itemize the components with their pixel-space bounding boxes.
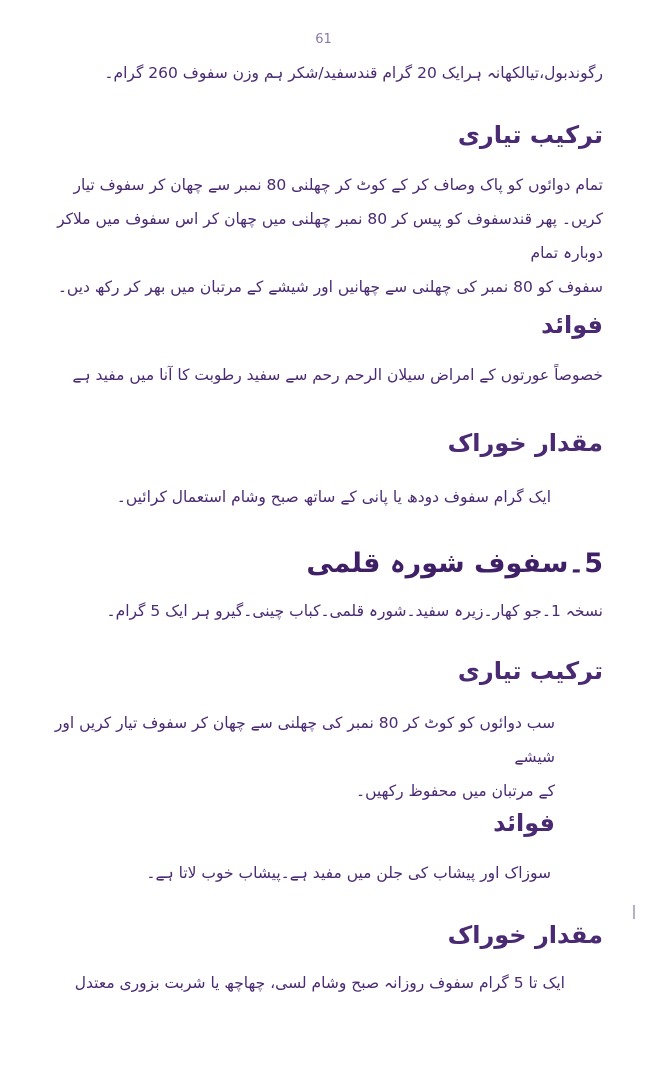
section2-title: 5۔سفوف شورہ قلمی (306, 548, 603, 579)
section1-benefits-heading: فوائد (541, 311, 603, 339)
page-number: 61 (315, 32, 332, 47)
section2-dosage-line: ایک تا 5 گرام سفوف روزانہ صبح وشام لسی، چھاچھ یا شربت بزوری معتدل (74, 974, 565, 992)
paragraph-line: کریں۔ پھر قندسفوف کو پیس کر 80 نمبر چھلنی میں چھان کر اس سفوف میں ملاکر دوبارہ تمام (57, 210, 603, 262)
section1-prep-paragraph (40, 168, 603, 304)
ingredients-intro-line: رگوندبول،تیالکھانہ ہرایک 20 گرام قندسفید/شکر ہم وزن سفوف 260 گرام۔ (104, 64, 603, 82)
paragraph-line: تمام دوائوں کو پاک وصاف کر کے کوٹ کر چھلنی 80 نمبر سے چھان کر سفوف تیار (73, 176, 603, 194)
paragraph-line: کے مرتبان میں محفوظ رکھیں۔ (356, 782, 555, 800)
section2-dosage-heading: مقدار خوراک (447, 921, 603, 949)
section1-benefits-line: خصوصاً عورتوں کے امراض سیلان الرحم رحم سے سفید رطوبت کا آنا میں مفید ہے (72, 366, 603, 384)
section2-prep-heading: ترکیب تیاری (457, 657, 603, 685)
section2-benefits-heading: فوائد (493, 809, 555, 837)
section1-prep-heading: ترکیب تیاری (457, 121, 603, 149)
section2-prep-paragraph (40, 706, 555, 808)
section2-formula-line: نسخہ 1۔جو کھار۔زیرہ سفید۔شورہ قلمی۔کباب چینی۔گیرو ہر ایک 5 گرام۔ (106, 602, 603, 620)
margin-mark (629, 905, 635, 919)
paragraph-line: سب دوائوں کو کوٹ کر 80 نمبر کی چھلنی سے چھان کر سفوف تیار کریں اور شیشے (54, 714, 555, 766)
section1-dosage-line: ایک گرام سفوف دودھ یا پانی کے ساتھ صبح وشام استعمال کرائیں۔ (116, 488, 551, 506)
section2-benefits-line: سوزاک اور پیشاب کی جلن میں مفید ہے۔پیشاب خوب لاتا ہے۔ (146, 864, 551, 882)
section1-dosage-heading: مقدار خوراک (447, 429, 603, 457)
paragraph-line: سفوف کو 80 نمبر کی چھلنی سے چھانیں اور شیشے کے مرتبان میں بھر کر رکھ دیں۔ (57, 278, 603, 296)
